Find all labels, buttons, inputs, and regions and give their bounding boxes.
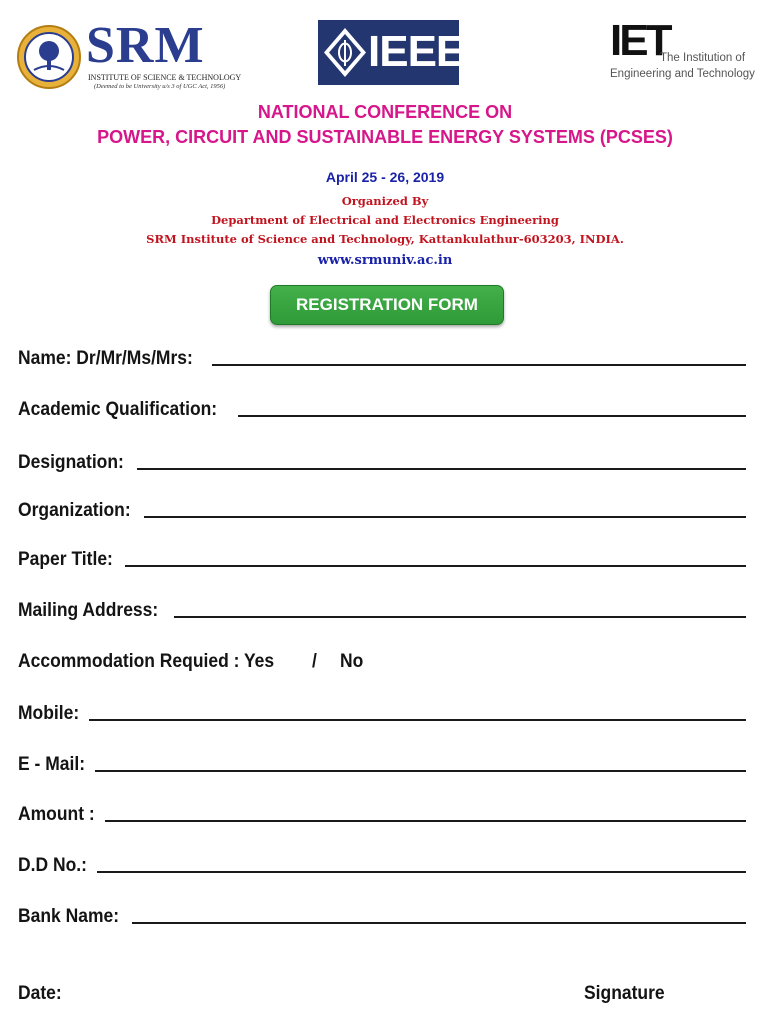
name-row [18, 340, 746, 370]
mailing-address-label: Mailing Address: [18, 600, 159, 621]
srm-subtitle: INSTITUTE OF SCIENCE & TECHNOLOGY [88, 73, 242, 82]
bank-name-label: Bank Name: [18, 906, 120, 927]
dd-no-row [18, 847, 746, 877]
bank-name-row [18, 898, 746, 928]
website-link[interactable]: www.srmuniv.ac.in [317, 253, 453, 268]
registration-form-heading: REGISTRATION FORM [270, 285, 504, 325]
mobile-row [18, 695, 746, 725]
paper-title-field[interactable] [125, 565, 746, 567]
srm-logo [14, 17, 242, 94]
srm-deemed-note: (Deemed to be University u/s 3 of UGC Act, 1956) [94, 83, 226, 90]
organized-by: Organized By [341, 194, 429, 208]
dd-no-field[interactable] [97, 871, 746, 873]
designation-label: Designation: [18, 452, 124, 473]
date-signature-row [18, 975, 746, 1005]
conference-title-line-2: POWER, CIRCUIT AND SUSTAINABLE ENERGY SYSTEMS (PCSES) [97, 127, 673, 147]
designation-field[interactable] [137, 468, 746, 470]
organization-row [18, 492, 746, 522]
accommodation-no-option[interactable]: No [339, 651, 363, 672]
email-row [18, 746, 746, 776]
ieee-diamond-icon [322, 26, 368, 79]
signature-label: Signature [584, 983, 665, 1004]
amount-field[interactable] [105, 820, 746, 822]
iet-tagline-1: The Institution of [660, 52, 746, 64]
dd-no-label: D.D No.: [18, 855, 87, 876]
iet-tagline-2: Engineering and Technology [610, 68, 755, 80]
amount-row [18, 796, 746, 826]
mailing-address-row [18, 592, 746, 622]
qualification-field[interactable] [238, 415, 746, 417]
ieee-wordmark: IEEE [368, 27, 465, 76]
ieee-logo [318, 20, 465, 85]
srm-wordmark: SRM [86, 17, 205, 74]
designation-row [18, 444, 746, 474]
name-field[interactable] [212, 364, 746, 366]
mailing-address-field[interactable] [174, 616, 746, 618]
amount-label: Amount : [18, 804, 95, 825]
organizing-department: Department of Electrical and Electronics Engineering [211, 213, 559, 227]
paper-title-label: Paper Title: [18, 549, 113, 570]
email-label: E - Mail: [18, 754, 86, 775]
paper-title-row [18, 541, 746, 571]
organization-label: Organization: [18, 500, 131, 521]
email-field[interactable] [95, 770, 746, 772]
iet-wordmark: IET [610, 16, 670, 65]
organizing-institution: SRM Institute of Science and Technology, Kattankulathur-603203, INDIA. [146, 232, 624, 246]
bank-name-field[interactable] [132, 922, 746, 924]
conference-title-line-1: NATIONAL CONFERENCE ON [257, 102, 513, 122]
qualification-row [18, 391, 746, 421]
iet-logo [610, 16, 755, 86]
organization-field[interactable] [144, 516, 746, 518]
qualification-label: Academic Qualification: [18, 399, 218, 420]
accommodation-row [18, 643, 746, 673]
conference-date: April 25 - 26, 2019 [325, 169, 445, 185]
name-label: Name: Dr/Mr/Ms/Mrs: [18, 348, 193, 369]
accommodation-separator: / [312, 651, 318, 672]
mobile-label: Mobile: [18, 703, 80, 724]
srm-seal-icon [16, 24, 82, 90]
accommodation-yes-option[interactable]: Accommodation Requied : Yes [18, 651, 275, 672]
mobile-field[interactable] [89, 719, 747, 721]
date-label: Date: [18, 983, 62, 1004]
